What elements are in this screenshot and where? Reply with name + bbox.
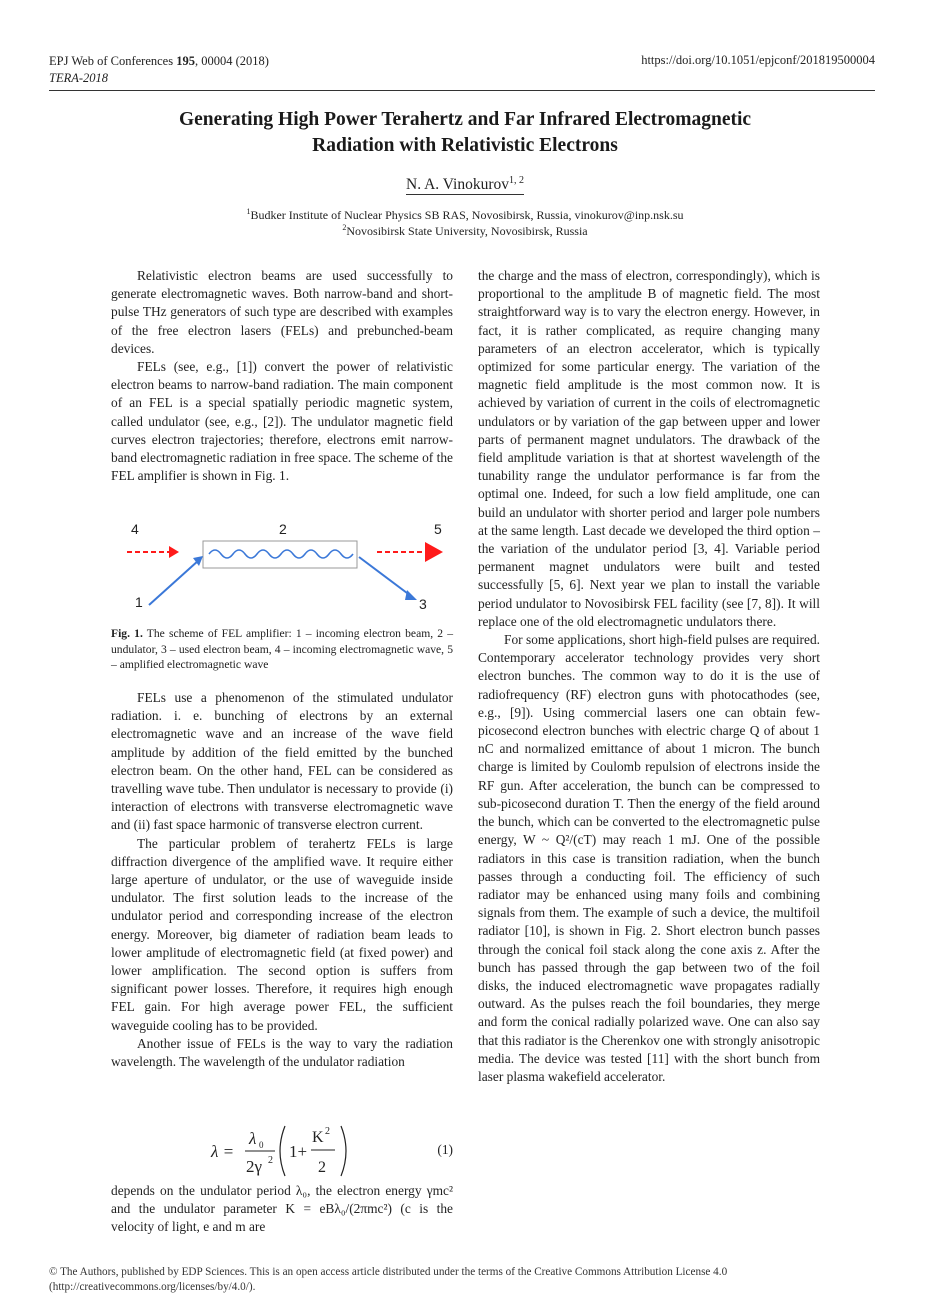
figure-label-5: 5 [434, 521, 442, 537]
used-beam-arrowhead [405, 590, 417, 600]
fel-amplifier-figure [111, 512, 453, 624]
svg-text:1+: 1+ [289, 1142, 308, 1161]
right-column [478, 267, 820, 1086]
equation-1 [111, 1120, 453, 1180]
caption-label: Fig. 1. [111, 627, 143, 640]
affiliation-2: $^2$Novosibirsk State University, Novosibirsk, Russia [342, 223, 588, 238]
paragraph: The particular problem of terahertz FELs is large diffraction divergence of the amplified wave. It require either large aperture of undulator, or the use of waveguide inside undulator. The first solution leads to the increase of the undulator period and corresponding increase of the electron energy. Moreover, big diameter of radiation beam leads to lower amplitude of electromagnetic field (at fixed power) and lower amplification. The second option is suffers from significant power losses. Therefore, it requires high enough FEL gain. For high average power FEL, the sufficient waveguide cooling has to be provided. [111, 835, 453, 1033]
left-column-top [111, 267, 453, 485]
author-name: N. A. Vinokurov$^{1, 2}$ [406, 175, 524, 194]
paragraph: FELs (see, e.g., [1]) convert the power of relativistic electron beams to narrow-band radiation. The main component of an FEL is a special spatially periodic magnetic system, called undulator (see, e.g., [2]). The undulator magnetic field curves electron trajectories; therefore, electrons emit narrow-band electromagnetic radiation in free space. The scheme of the FEL amplifier is shown in Fig. 1. [111, 359, 453, 484]
figure-caption [111, 626, 453, 673]
used-beam-line [359, 557, 411, 596]
svg-text:K: K [312, 1129, 324, 1146]
svg-text:λ =: λ = [211, 1142, 235, 1161]
paper-title [80, 107, 850, 159]
left-column-bottom [111, 689, 453, 1071]
amplified-wave-arrowhead [425, 542, 443, 562]
paragraph: FELs use a phenomenon of the stimulated undulator radiation. i. e. bunching of electrons by an external electromagnetic wave and an increase of the wave field amplitude by addition of the field emitted by the bunched electron beam. On the other hand, FEL can be considered as travelling wave tube. Then undulator is necessary to provide (i) interaction of electrons with transverse electromagnetic wave and (ii) fast space harmonic of transverse electron current. [111, 690, 453, 833]
svg-text:λ: λ [249, 1129, 257, 1148]
license-url[interactable]: (http://creativecommons.org/licenses/by/4.0/). [49, 1281, 256, 1293]
header-divider [49, 90, 875, 91]
author-line [0, 175, 930, 194]
incoming-beam-line [149, 560, 199, 605]
left-column-after-equation [111, 1182, 453, 1237]
svg-text:2γ: 2γ [246, 1157, 263, 1176]
equation-number: (1) [437, 1142, 453, 1157]
paragraph: the charge and the mass of electron, correspondingly), which is proportional to the amplitude B of magnetic field. The most straightforward way is to vary the electron energy. However, in fact, it is rather complicated, as require changing many parameters of an electron accelerator, which is typically optimized for some particular energy. The variation of the magnetic field amplitude is the most common now. It is achieved by variation of current in the coils of electromagnetic undulators or by variation of the gap between upper and lower parts of permanent magnet undulators. The drawback of the field amplitude variation is that at shortest wavelength of the tunability range the undulator performance is far from the optimal one. Indeed, for such a low field amplitude, one can build an undulator with shorter period and larger pole numbers at the same length. Last decade we developed the third option – the variation of the undulator period [3, 4]. Variable period permanent magnet undulators were built and tested successfully [5, 6]. Next year we plan to install the variable period undulator to Novosibirsk FEL facility (see [7, 8]). It will replace one of the old electromagnetic undulators there. [478, 268, 820, 629]
paragraph: Another issue of FELs is the way to vary the radiation wavelength. The wavelength of the undulator radiation [111, 1035, 453, 1070]
svg-text:2: 2 [325, 1126, 330, 1137]
volume-number: 195 [176, 54, 195, 68]
caption-text: The scheme of FEL amplifier: 1 – incoming electron beam, 2 – undulator, 3 – used electron beam, 4 – incoming electromagnetic wave, 5 – amplified electromagnetic wave [111, 627, 454, 672]
figure-label-2: 2 [279, 521, 287, 537]
paragraph: depends on the undulator period λ₀, the electron energy γmc² and the undulator parameter K = eBλ₀/(2πmc²) (c is the velocity of light, e and m are [111, 1183, 453, 1235]
venue-prefix: EPJ Web of Conferences [49, 54, 177, 68]
figure-label-4: 4 [131, 521, 139, 537]
author-affil-sup: 1, 2 [508, 175, 524, 186]
title-line: Generating High Power Terahertz and Far Infrared Electromagnetic [178, 109, 752, 130]
figure-label-1: 1 [135, 594, 143, 610]
license-text: © The Authors, published by EDP Sciences. This is an open access article distributed under the terms of the Creative Commons Attribution License 4.0 [49, 1266, 728, 1278]
doi-link[interactable]: https://doi.org/10.1051/epjconf/201819500004 [641, 53, 875, 67]
paragraph: Relativistic electron beams are used successfully to generate electromagnetic waves. Both narrow-band and short-pulse THz generators of such type are described with examples of the free electron lasers (FELs) and prebunched-beam devices. [111, 268, 453, 356]
electron-trajectory [209, 550, 353, 558]
running-header [49, 53, 269, 87]
affiliation-1: $^1$Budker Institute of Nuclear Physics SB RAS, Novosibirsk, Russia, vinokurov@inp.nsk.su [246, 207, 684, 222]
conference-name: TERA-2018 [49, 71, 109, 85]
svg-text:2: 2 [318, 1159, 326, 1176]
equation-graphic [111, 1120, 411, 1180]
license-footer [49, 1265, 875, 1295]
figure-label-3: 3 [419, 596, 427, 612]
venue-suffix: , 00004 (2018) [194, 54, 269, 68]
paragraph: For some applications, short high-field pulses are required. Contemporary accelerator technology provides very short electron bunches. The common way to do it is the use of radiofrequency (RF) electron guns with photocathodes (see, e.g., [9]). Using commercial lasers one can obtain few-picosecond electron bunches with electric charge Q of about 1 nC and normalized emittance of about 1 micron. The bunch charge is limited by Coulomb repulsion of electrons inside the RF gun. After acceleration, the bunch can be compressed to sub-picosecond duration T. Then the energy of the field around the bunch, which can be converted to the electromagnetic pulse energy, W ~ Q²/(cT) may reach 1 mJ. One of the possible radiators in this case is transition radiation, when the bunch passes through a conducting foil. The efficiency of such radiator may be enhanced using many foils and combining signals from them. The example of such a device, the multifoil radiator [10], is shown in Fig. 2. Short electron bunch passes through the conical foil stack along the cone axis z. After the bunch has passed through the gap between two of the foil disks, the induced electromagnetic wave propagates radially outward. As the pulses reach the foil boundaries, they merge and form the conical radially polarized wave. One can also say that this radiator is the Cherenkov one with strongly anisotropic media. The device was tested [11] with the short bunch from laser plasma wakefield accelerator. [478, 632, 820, 1084]
title-line: Radiation with Relativistic Electrons [312, 135, 618, 156]
incoming-wave-arrowhead [169, 546, 179, 558]
svg-text:0: 0 [259, 1140, 264, 1150]
svg-text:2: 2 [268, 1155, 273, 1166]
venue-line [49, 53, 269, 70]
